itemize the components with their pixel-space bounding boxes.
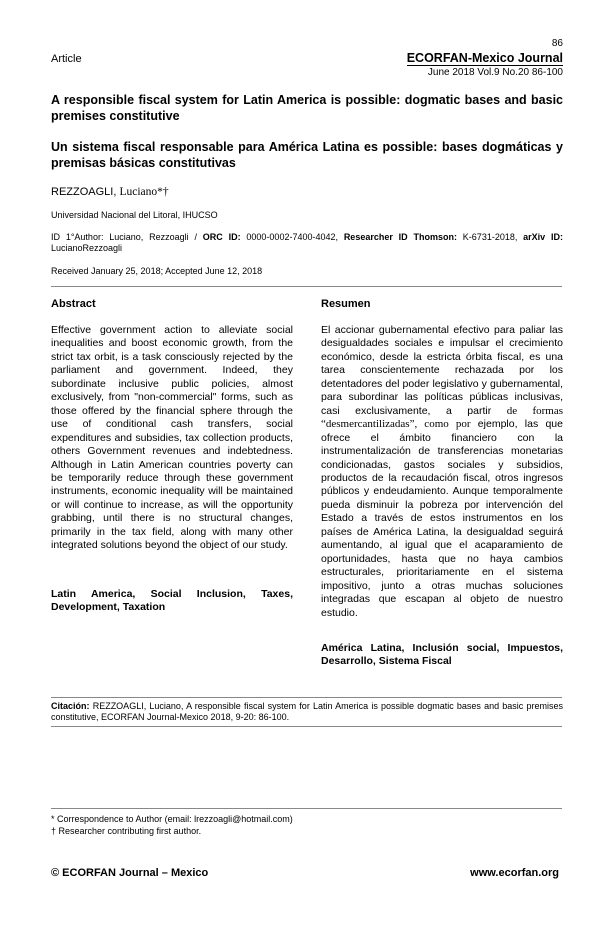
resumen-text-part-3: ejemplo, las que ofrece el ámbito financiero con la instrumentalización de transferencias monetarias condicionadas, gastos sociales y subsidios, productos de la recaudación fiscal, otros ingresos públicos y endeudamiento. Aunque temporalmente pueda disminuir la pobreza por intervención del Estado a través de estos instrumentos en los países de América Latina, la desigualdad seguirá aumentando, al igual que el acaparamiento de oportunidades, hasta que no haya cambios estructurales, prioritariamente en el sistema impositivo, junto a otras muchas soluciones integradas que escapan al objeto de nuestro estudio.: [321, 418, 563, 619]
resumen-heading: Resumen: [321, 298, 371, 310]
arxiv-value: LucianoRezzoagli: [51, 243, 123, 253]
resumen-text: [321, 324, 563, 620]
received-dates: Received January 25, 2018; Accepted June 12, 2018: [51, 266, 263, 276]
footer-journal: © ECORFAN Journal – Mexico: [51, 867, 209, 879]
author-identifiers: [51, 232, 563, 254]
citation-label: Citación:: [51, 701, 90, 711]
abstract-heading: Abstract: [51, 298, 96, 310]
journal-name: ECORFAN-Mexico Journal: [406, 51, 563, 65]
affiliation: Universidad Nacional del Litoral, IHUCSO: [51, 210, 218, 220]
orc-value: 0000-0002-7400-4042,: [240, 232, 344, 242]
page-number: 86: [551, 38, 563, 49]
orc-label: ORC ID:: [202, 232, 241, 242]
divider-citation-bottom: [51, 726, 562, 727]
divider-footnotes: [51, 808, 562, 809]
id-prefix: ID 1°Author: Luciano, Rezzoagli /: [51, 232, 203, 242]
resumen-text-part-1: El accionar gubernamental efectivo para paliar las desigualdades sociales e impulsar el crecimiento económico, desde la estricta órbita fiscal, es una tarea conscientemente rechazada por los detentadores del poder legislativo y gubernamental, para subordinar las políticas públicas inclusivas, casi exclusivamente, a partir: [321, 324, 563, 417]
citation: [51, 701, 563, 723]
footnote-researcher: † Researcher contributing first author.: [51, 826, 202, 836]
abstract-text: Effective government action to alleviate social inequalities and boost economic growth, from the strict tax orbit, is a task consciously rejected by the parliament and government. Indeed, they subordinate inclusive public policies, almost exclusively, from "non-commercial" forms, such as those offered by the financial sphere through the use of conditional cash transfers, social expenditures and subsidies, tax collection products, others Government revenues and indebtedness. Although in Latin American countries poverty can be temporarily reduce through these government instruments, economic inequality will be maintained or will continue to increase, as will the opportunity grabbing, until there is no structural changes, primarily in the tax field, along with many other integrated solutions beyond the object of our study.: [51, 324, 293, 552]
author-surname: REZZOAGLI,: [51, 186, 117, 198]
researcher-value: K-6731-2018,: [456, 232, 524, 242]
author-given-name: Luciano*†: [119, 186, 169, 198]
article-label: Article: [51, 53, 82, 65]
divider-top: [51, 286, 562, 287]
resumen-keywords: América Latina, Inclusión social, Impuestos, Desarrollo, Sistema Fiscal: [321, 642, 563, 668]
researcher-label: Researcher ID Thomson:: [343, 232, 457, 242]
title-english: A responsible fiscal system for Latin America is possible: dogmatic bases and basic premises constitutive: [51, 93, 563, 123]
citation-text: REZZOAGLI, Luciano, A responsible fiscal system for Latin America is possible dogmatic bases and basic premises constitutive, ECORFAN Journal-Mexico 2018, 9-20: 86-100.: [51, 701, 563, 722]
title-spanish: Un sistema fiscal responsable para América Latina es possible: bases dogmáticas y premisas básicas constitutivas: [51, 140, 563, 170]
arxiv-label: arXiv ID:: [523, 232, 564, 242]
author-line: [51, 186, 169, 198]
resumen-text-part-2: de formas “desmercantilizadas”, como por: [321, 404, 563, 431]
footer-website[interactable]: www.ecorfan.org: [470, 867, 559, 879]
abstract-keywords: Latin America, Social Inclusion, Taxes, Development, Taxation: [51, 588, 293, 614]
journal-issue: June 2018 Vol.9 No.20 86-100: [427, 67, 563, 78]
divider-citation-top: [51, 697, 562, 698]
footnote-correspondence: * Correspondence to Author (email: lrezzoagli@hotmail.com): [51, 814, 293, 824]
